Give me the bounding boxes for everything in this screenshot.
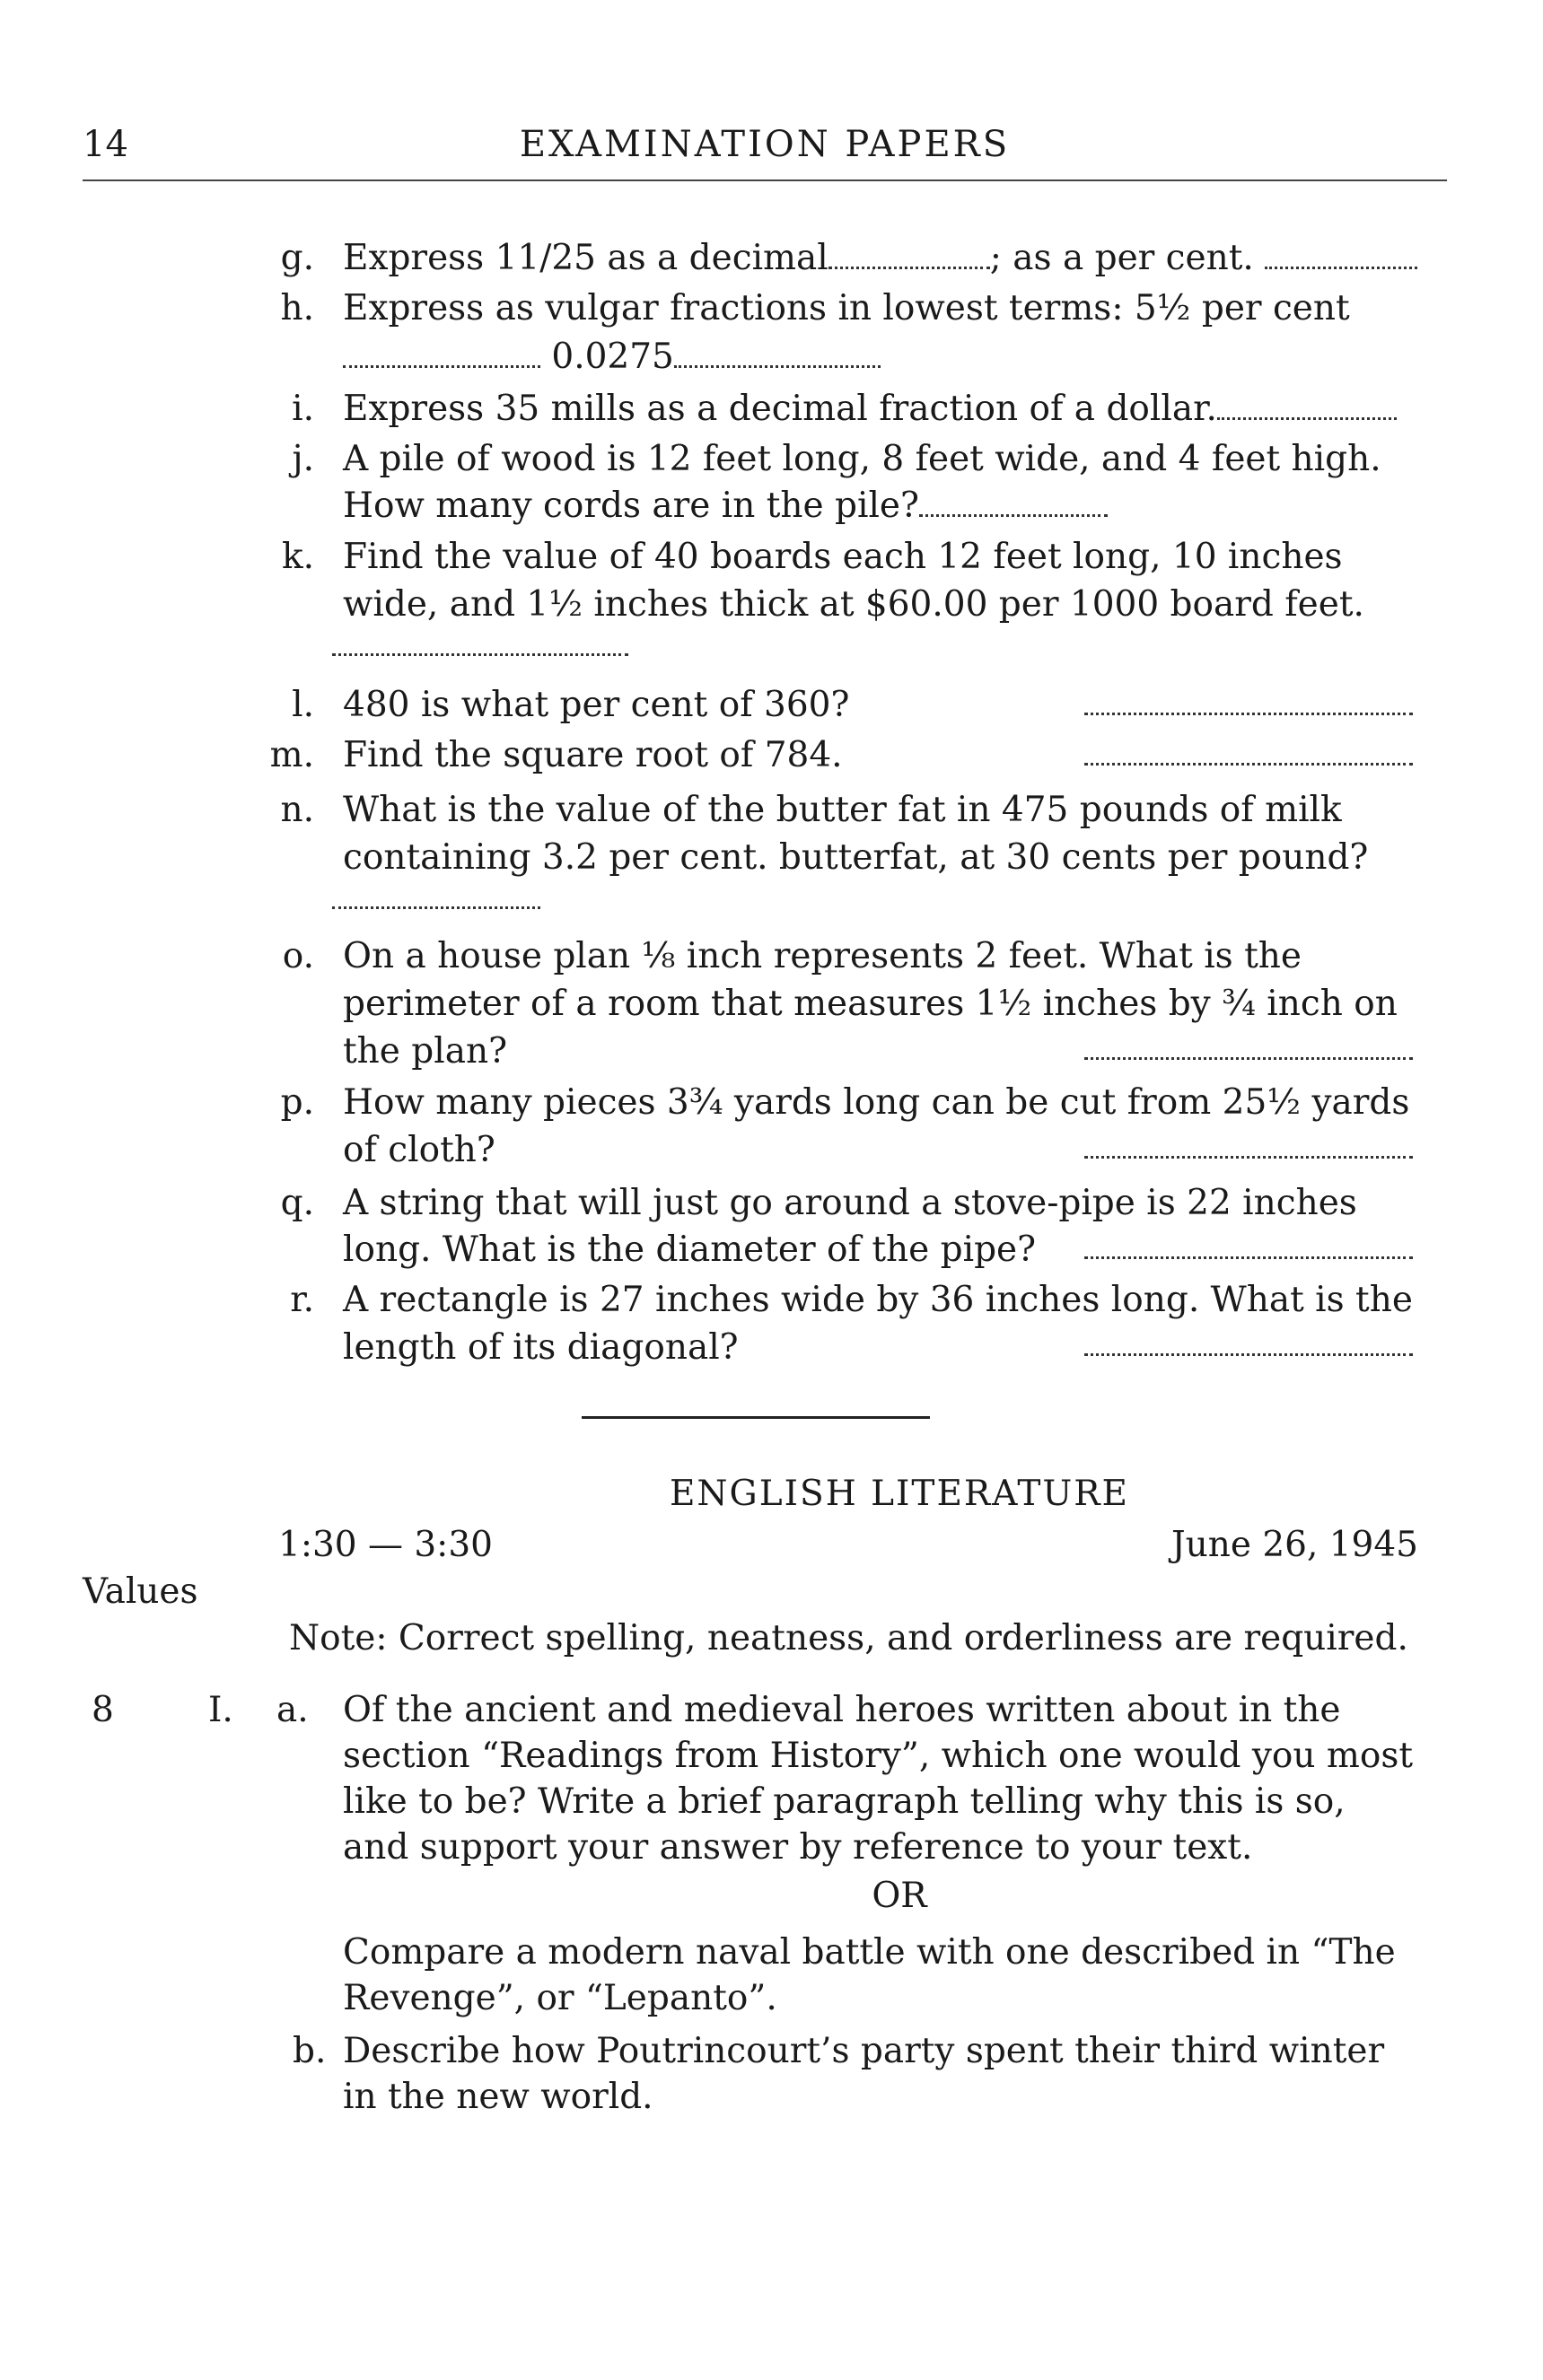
page-number: 14	[83, 124, 128, 165]
answer-blank-k[interactable]	[332, 653, 628, 656]
answer-blank-h2[interactable]	[674, 338, 881, 368]
answer-blank-n[interactable]	[332, 906, 540, 909]
exam-date: June 26, 1945	[1170, 1525, 1418, 1565]
answer-blank-i[interactable]	[1217, 390, 1397, 420]
question-k-line2: wide, and 1½ inches thick at $60.00 per 1000 board feet.	[343, 584, 1364, 625]
part-label-b: b.	[293, 2031, 327, 2071]
part-a-line4: and support your answer by reference to your text.	[343, 1827, 1253, 1868]
page-title: EXAMINATION PAPERS	[519, 124, 1011, 165]
question-l: 480 is what per cent of 360?	[343, 685, 850, 725]
part-a-line2: section “Readings from History”, which one would you most	[343, 1736, 1414, 1776]
exam-time: 1:30 — 3:30	[278, 1525, 493, 1565]
question-g-mid: ; as a per cent.	[989, 238, 1254, 278]
question-p-line1: How many pieces 3¾ yards long can be cut from 25½ yards	[343, 1082, 1410, 1123]
question-label-p: p.	[280, 1082, 314, 1123]
question-label-j: j.	[292, 439, 314, 479]
question-j-text: How many cords are in the pile?	[343, 486, 919, 526]
question-label-m: m.	[269, 735, 314, 775]
part-b-line2: in the new world.	[343, 2077, 653, 2117]
question-label-q: q.	[280, 1183, 314, 1223]
answer-blank-q[interactable]	[1084, 1256, 1413, 1259]
answer-blank-o[interactable]	[1084, 1057, 1413, 1060]
answer-blank-r[interactable]	[1084, 1353, 1413, 1356]
part-a-line1: Of the ancient and medieval heroes written about in the	[343, 1690, 1341, 1730]
question-m: Find the square root of 784.	[343, 735, 843, 775]
question-i	[343, 386, 1456, 432]
question-p-line2: of cloth?	[343, 1130, 495, 1170]
or-separator: OR	[872, 1876, 927, 1916]
question-i-text: Express 35 mills as a decimal fraction of a dollar.	[343, 389, 1217, 429]
question-label-r: r.	[290, 1280, 314, 1320]
part-a-line3: like to be? Write a brief paragraph telling why this is so,	[343, 1781, 1346, 1822]
value-mark-8: 8	[92, 1690, 114, 1730]
question-k-line1: Find the value of 40 boards each 12 feet long, 10 inches	[343, 537, 1343, 577]
page-header	[83, 117, 1447, 181]
question-label-i: i.	[292, 389, 314, 429]
answer-blank-j[interactable]	[919, 487, 1108, 517]
part-b-line1: Describe how Poutrincourt’s party spent their third winter	[343, 2031, 1385, 2071]
question-h-line1: Express as vulgar fractions in lowest terms: 5½ per cent	[343, 288, 1350, 328]
question-n-line1: What is the value of the butter fat in 475 pounds of milk	[343, 790, 1342, 830]
question-label-k: k.	[281, 537, 314, 577]
alt-line2: Revenge”, or “Lepanto”.	[343, 1978, 777, 2018]
section-divider	[582, 1416, 930, 1419]
question-g	[343, 235, 1456, 281]
question-label-h: h.	[280, 288, 314, 328]
question-n-line2: containing 3.2 per cent. butterfat, at 30 cents per pound?	[343, 837, 1369, 878]
section-title: ENGLISH LITERATURE	[669, 1474, 1130, 1514]
question-h-line2	[343, 334, 1456, 380]
alt-line1: Compare a modern naval battle with one described in “The	[343, 1932, 1396, 1973]
question-q-line2: long. What is the diameter of the pipe?	[343, 1229, 1037, 1270]
question-o-line3: the plan?	[343, 1031, 507, 1072]
question-o-line2: perimeter of a room that measures 1½ inches by ¾ inch on	[343, 984, 1398, 1024]
question-j-line1: A pile of wood is 12 feet long, 8 feet wide, and 4 feet high.	[343, 439, 1381, 479]
question-label-g: g.	[280, 238, 314, 278]
question-j-line2	[343, 483, 1456, 529]
answer-blank-g2[interactable]	[1265, 240, 1417, 269]
question-r-line1: A rectangle is 27 inches wide by 36 inches long. What is the	[343, 1280, 1413, 1320]
answer-blank-l[interactable]	[1084, 713, 1413, 715]
question-r-line2: length of its diagonal?	[343, 1327, 739, 1368]
question-label-l: l.	[292, 685, 314, 725]
question-label-n: n.	[280, 790, 314, 830]
values-label: Values	[83, 1571, 198, 1612]
part-label-a: a.	[276, 1690, 309, 1730]
answer-blank-m[interactable]	[1084, 763, 1413, 766]
question-q-line1: A string that will just go around a stove-pipe is 22 inches	[343, 1183, 1357, 1223]
section-note: Note: Correct spelling, neatness, and orderliness are required.	[289, 1618, 1408, 1658]
question-label-o: o.	[282, 936, 314, 976]
answer-blank-g1[interactable]	[828, 240, 990, 269]
answer-blank-h1[interactable]	[343, 338, 540, 368]
question-o-line1: On a house plan ⅛ inch represents 2 feet. What is the	[343, 936, 1302, 976]
question-g-text: Express 11/25 as a decimal	[343, 238, 828, 278]
answer-blank-p[interactable]	[1084, 1156, 1413, 1159]
question-h-value: 0.0275	[551, 337, 674, 377]
roman-numeral-1: I.	[208, 1690, 233, 1730]
